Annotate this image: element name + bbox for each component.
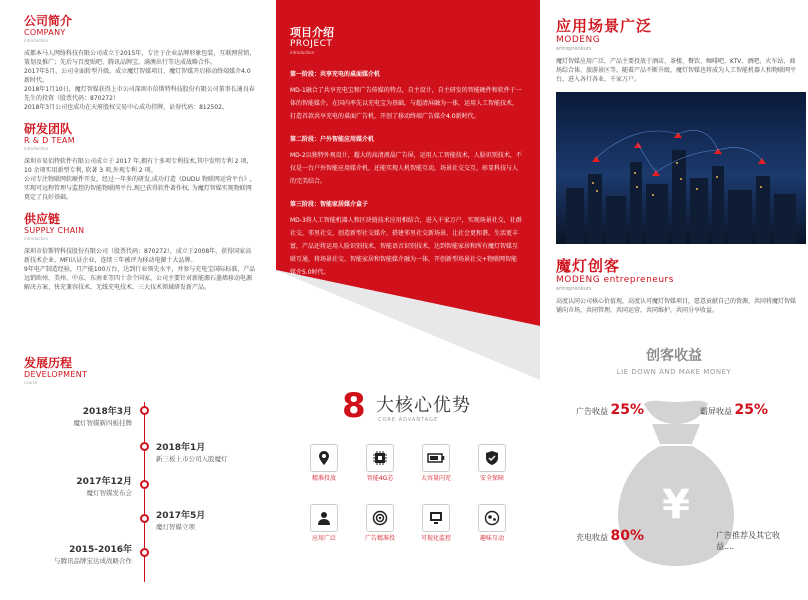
user-icon xyxy=(316,510,332,526)
advantage-number: 8 xyxy=(342,386,366,426)
stage-text: MD-3将人工智能机器人和区块链技术应用相结合，进入千家万户，实现场景社交，社群社交，邻里社交，创造新型社交媒介，搭建邻里社交新场景，让社会更和谐，生活更丰富，产品还将运用人脸识别技术，智能语音识别技术，达到智能家居和所有魔灯智媒互联互通，将场景社交、智能家居和智能媒介融为一体，开创新型场景社交+物联网智能媒介5.0时代。 xyxy=(290,217,522,276)
city-night-image xyxy=(556,92,806,244)
company-intro-p2: 2017年5月，公司全面转型升级，成立魔灯智媒项目，魔灯智媒开启移动终端媒介4.0新时代。 xyxy=(24,68,251,84)
advantage-title: 大核心优势 xyxy=(376,395,471,416)
income-label: 广告推荐及其它收益.... xyxy=(716,531,780,551)
income-label: 充电收益 xyxy=(576,533,608,542)
advantage-header xyxy=(342,386,502,430)
income-title: 创客收益 xyxy=(646,348,702,364)
maker-text: 高度认同公司核心价值观，高度认可魔灯智媒项目，愿意贡献自己的资源，共同将魔灯智媒铺向市场，共同管理，共同运营，共同维护，共同分享收益。 xyxy=(556,298,797,314)
advantage-item xyxy=(304,444,344,483)
scene-text: 魔灯智媒应用广泛，产品主要投放于酒店、茶楼、餐饮、咖啡吧、KTV、酒吧、火车站、商场综合体、旅游景区等，随着产品不断升级，魔灯智媒也将成为人工智能机器人和物联网平台，进入各行各业，千家万户。 xyxy=(556,58,797,83)
project-red-band xyxy=(268,0,540,380)
timeline-item xyxy=(156,510,205,532)
advantage-label: 应用广泛 xyxy=(311,535,336,542)
timeline-year: 2015-2016年 xyxy=(69,545,132,555)
income-item xyxy=(576,528,644,544)
company-intro-section xyxy=(24,14,256,112)
project-intro xyxy=(290,26,522,291)
timeline-dot xyxy=(140,480,149,489)
income-pct: 25% xyxy=(734,402,769,418)
advantage-label: 智能4G芯 xyxy=(366,475,394,482)
timeline-dot xyxy=(140,406,149,415)
timeline-item xyxy=(156,442,228,464)
middle-panel xyxy=(268,0,540,600)
timeline-year: 2018年3月 xyxy=(82,407,132,417)
maker-sub: entrepreneurs xyxy=(556,286,592,292)
timeline-text: 与腾讯品牌宝达成战略合作 xyxy=(54,557,132,565)
interaction-icon xyxy=(484,510,500,526)
timeline-item xyxy=(54,544,132,566)
supply-chain-p2: 9年电产制造经验，月产能100万台，达到行业领先水平，并参与充电宝国际标准，产品远销欧州、美州、中东、东南亚等四十余个国家，公司主要针对新能源石墨烯移动电源解决方案、快充兼容技术、无线充电技术、三大技术领域研发新产品。 xyxy=(24,266,256,291)
advantage-label: 精准投放 xyxy=(311,475,336,482)
stage-text: MD-2以独特外观设计，超大的高清液晶广告屏，运用人工智能技术，人脸识别技术，不仅是一台户外智能应用媒介机，还能实现人机智能互动，场景社交交互，彰显科技与人的完美结合。 xyxy=(290,152,522,185)
advantage-label: 安全保障 xyxy=(479,475,504,482)
advantage-item xyxy=(416,444,456,483)
supply-chain-section xyxy=(24,212,256,292)
timeline-text: 魔灯智媒新四板挂牌 xyxy=(73,419,132,427)
stage-head: 第一阶段：共享充电的桌面媒介机 xyxy=(290,71,381,78)
shield-icon xyxy=(484,450,500,466)
maker-title: 魔灯创客 xyxy=(556,257,621,275)
advantage-label: 广告精准投 xyxy=(364,535,395,542)
development-en: DEVELOPMENT xyxy=(24,370,88,379)
advantage-item xyxy=(360,444,400,483)
yuan-symbol: ¥ xyxy=(662,482,690,528)
development-header xyxy=(24,356,87,391)
development-timeline xyxy=(0,396,268,600)
stage-head: 第二阶段：户外智能应用媒介机 xyxy=(290,136,375,143)
income-pct: 80% xyxy=(610,528,645,544)
chip-icon xyxy=(372,450,388,466)
target-icon xyxy=(372,510,388,526)
company-intro-title: 公司简介 xyxy=(24,14,73,28)
company-intro-p1: 成都本马人网络科技有限公司成立于2015年，专注于企业品牌形象包装，互联网营销，策划及推广；先后与百度贴吧、腾讯品牌宝，满澳出行等达成战略合作。 xyxy=(24,50,256,66)
project-sub: introduction xyxy=(290,50,315,55)
maker-en: MODENG entrepreneurs xyxy=(556,275,674,285)
advantage-item xyxy=(360,504,400,543)
company-intro-en: COMPANY xyxy=(24,28,66,37)
advantage-item xyxy=(416,504,456,543)
scene-en: MODENG xyxy=(556,35,601,45)
battery-icon xyxy=(427,452,445,464)
advantage-label: 大容量闪充 xyxy=(420,475,451,482)
income-item xyxy=(716,530,786,552)
income-item xyxy=(700,402,768,418)
income-item xyxy=(576,402,644,418)
location-icon xyxy=(316,450,332,466)
income-section xyxy=(540,346,808,600)
company-intro-sub: introduction xyxy=(24,38,49,43)
income-label: 广告收益 xyxy=(576,407,608,416)
supply-chain-title: 供应链 xyxy=(24,212,61,226)
rd-team-en: R & D TEAM xyxy=(24,136,75,145)
development-sub: course xyxy=(24,380,38,385)
advantage-en: CORE ADVANTAGE xyxy=(378,417,439,423)
monitor-icon xyxy=(428,510,444,526)
right-panel xyxy=(540,0,808,600)
supply-chain-p1: 深圳市倍斯特科技股份有限公司（股票代码：870272），成立于2008年，获得国家高新技术企业、MFI认证企业，连续三年被评为移动电源十大品牌。 xyxy=(24,248,252,264)
timeline-item xyxy=(76,476,132,498)
money-bag-icon xyxy=(540,346,808,600)
rd-team-title: 研发团队 xyxy=(24,122,73,136)
supply-chain-sub: introduction xyxy=(24,236,49,241)
advantage-label: 趣味互动 xyxy=(479,535,504,542)
timeline-year: 2017年5月 xyxy=(156,511,206,521)
development-title: 发展历程 xyxy=(24,356,73,370)
company-intro-p3: 2018年1月10日，魔灯智媒获得上市公司深圳市倍斯特科技股份有限公司董事长通良春先生的投资（股票代码：870272） xyxy=(24,86,255,102)
advantage-item xyxy=(304,504,344,543)
advantage-item xyxy=(472,504,512,543)
maker-section xyxy=(556,258,798,315)
scene-sub: entrepreneurs xyxy=(556,46,592,52)
advantage-item xyxy=(472,444,512,483)
rd-team-p2: 公司专注物联网软硬件开发，经过一年多的研发,成功打造《DUDU 物联网运营平台》,实现可远程管理与监控的智能物联网平台,现已获得软件著作权, 为魔灯智媒实现物联网奠定了良好基础。 xyxy=(24,176,252,201)
stage-head: 第三阶段：智能家居媒介盒子 xyxy=(290,201,369,208)
timeline-year: 2018年1月 xyxy=(156,443,206,453)
scene-section xyxy=(556,18,798,244)
rd-team-section xyxy=(24,122,256,202)
advantage-label: 可视化监控 xyxy=(420,535,451,542)
income-pct: 25% xyxy=(610,402,645,418)
project-en: PROJECT xyxy=(290,39,333,49)
timeline-year: 2017年12月 xyxy=(76,477,132,487)
rd-team-p1: 深圳市易佰特软件有限公司成立于 2017 年,拥有十多项专利技术,其中发明专利 2 项, 10 余项实用新型专利, 软著 3 项,外观专利 2 项。 xyxy=(24,158,249,174)
timeline-dot xyxy=(140,442,149,451)
supply-chain-en: SUPPLY CHAIN xyxy=(24,226,85,235)
income-sub: LIE DOWN AND MAKE MONEY xyxy=(616,368,732,376)
rd-team-sub: introduction xyxy=(24,146,49,151)
timeline-dot xyxy=(140,548,149,557)
timeline-text: 魔灯智媒发布会 xyxy=(86,489,132,497)
project-title: 项目介绍 xyxy=(290,26,334,39)
scene-title: 应用场景广泛 xyxy=(556,17,653,35)
timeline-dot xyxy=(140,514,149,523)
timeline-text: 魔灯智媒立项 xyxy=(156,523,195,531)
income-label: 霸屏收益 xyxy=(700,407,732,416)
stage-text: MD-1融合了共享充电宝和广告传媒的特点，自主设计，自主研发的智能硬件和软件于一体的智能媒介。在国内率先以充电宝为基础，与超清屏融为一体，运用人工智能技术，打造首款共享充电的桌面广告机，开创了移动终端广告媒介4.0新时代。 xyxy=(290,87,522,120)
company-intro-p4: 2018年3月公司也成功在天府股权交易中心成功挂牌，证券代码：812502。 xyxy=(24,104,228,111)
timeline-item xyxy=(74,406,133,428)
timeline-text: 新三板上市公司入股魔灯 xyxy=(156,455,228,463)
